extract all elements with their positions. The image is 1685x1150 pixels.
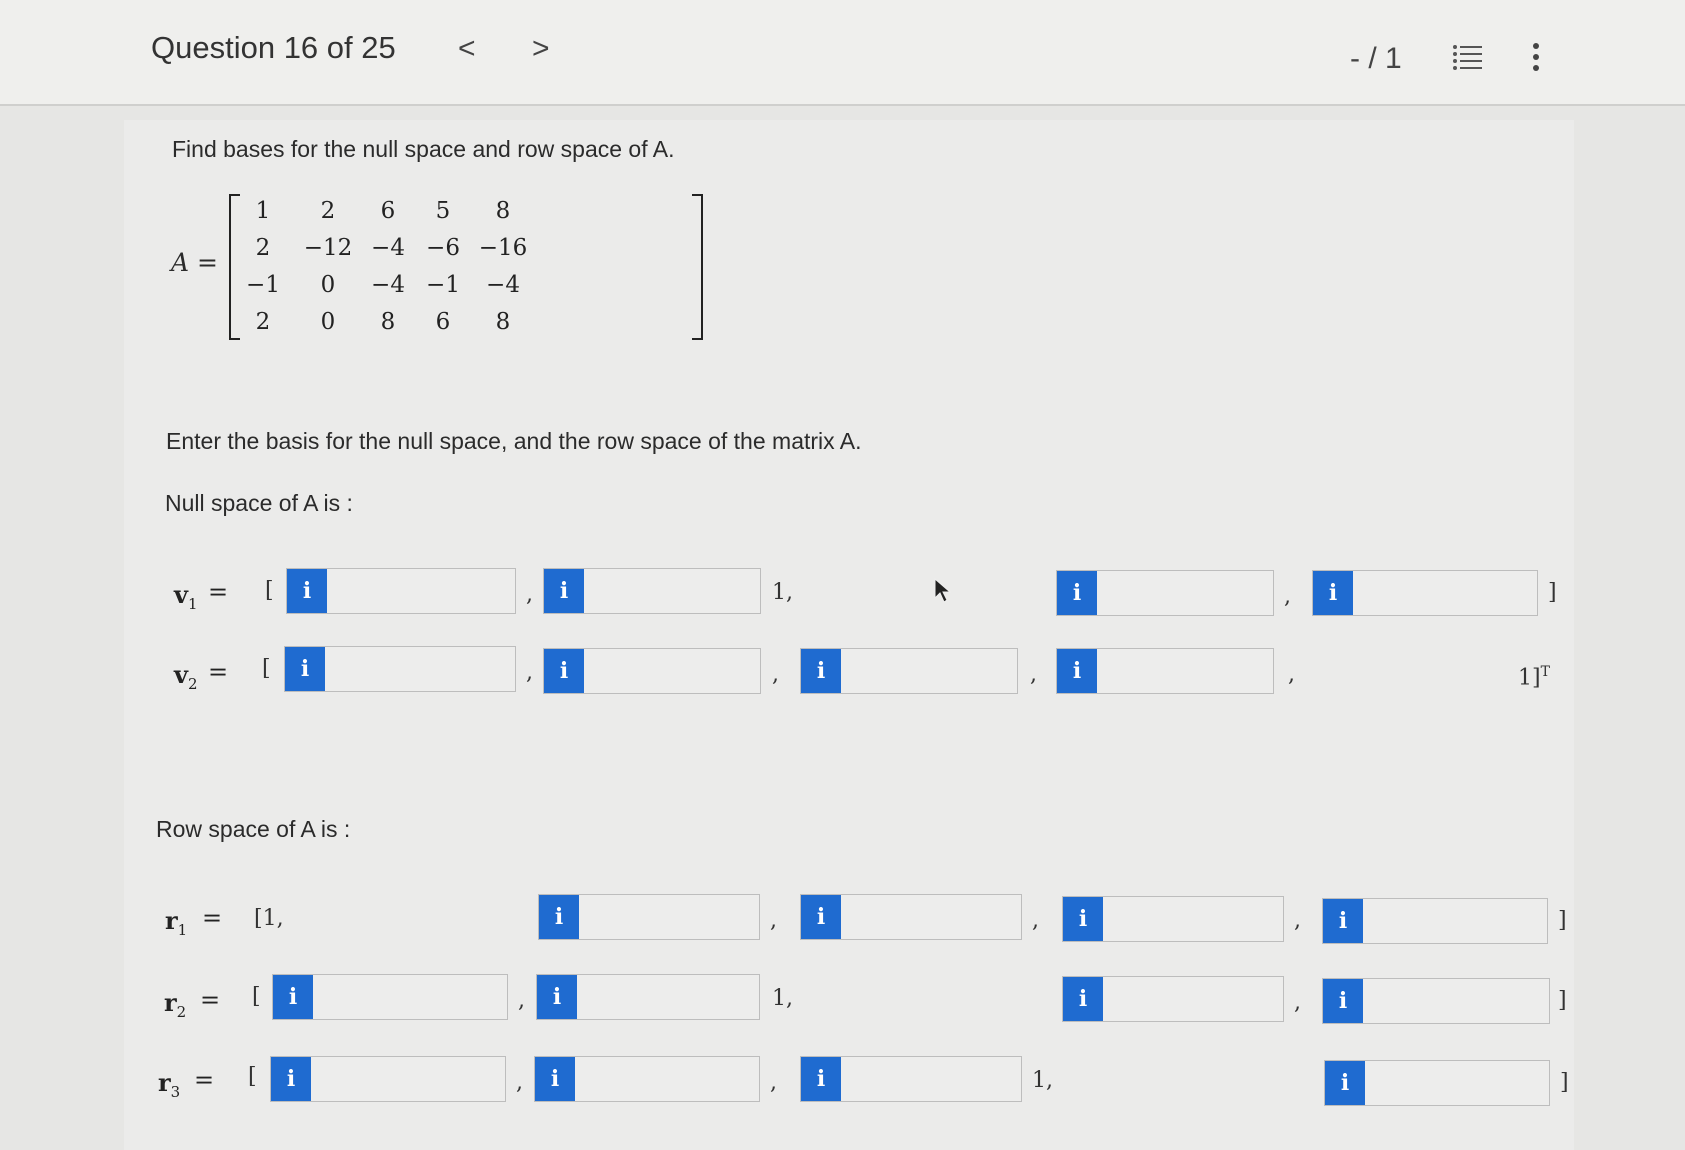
answer-input-v1-2[interactable] bbox=[584, 569, 865, 613]
r1-label: $r_1$ bbox=[165, 906, 188, 939]
answer-box-r3-3 bbox=[800, 1056, 1022, 1102]
chevron-right-icon: > bbox=[532, 32, 550, 65]
matrix-cell: −12 bbox=[303, 235, 353, 261]
info-button[interactable]: i bbox=[1063, 977, 1103, 1021]
answer-input-v1-5[interactable] bbox=[1353, 571, 1634, 615]
open-bracket: [ bbox=[262, 656, 271, 681]
answer-box-v1-4 bbox=[1056, 570, 1274, 616]
equals-sign: = bbox=[194, 1066, 215, 1094]
answer-input-r2-2[interactable] bbox=[577, 975, 858, 1019]
answer-box-r3-1 bbox=[270, 1056, 506, 1102]
row-space-heading: Row space of A is : bbox=[156, 816, 351, 842]
prev-question-button[interactable] bbox=[458, 34, 476, 64]
question-prompt: Find bases for the null space and row space of A. bbox=[172, 136, 675, 162]
answer-box-r2-1 bbox=[272, 974, 508, 1020]
instruction-text: Enter the basis for the null space, and the row space of the matrix A. bbox=[166, 428, 862, 454]
comma: , bbox=[1288, 662, 1295, 687]
answer-box-v2-3 bbox=[800, 648, 1018, 694]
matrix-cell: 2 bbox=[255, 309, 271, 335]
score-display: - / 1 bbox=[1350, 42, 1402, 75]
info-button[interactable]: i bbox=[271, 1057, 311, 1101]
comma: , bbox=[518, 988, 525, 1013]
fixed-entry-one: 1, bbox=[772, 580, 793, 605]
open-bracket: [ bbox=[265, 578, 274, 603]
list-icon bbox=[1452, 44, 1482, 70]
info-button[interactable]: i bbox=[544, 649, 584, 693]
null-space-heading: Null space of A is : bbox=[165, 490, 353, 516]
answer-input-v2-4[interactable] bbox=[1097, 649, 1378, 693]
matrix-cell: 2 bbox=[255, 235, 271, 261]
matrix-cell: −1 bbox=[426, 272, 460, 298]
answer-box-v2-1 bbox=[284, 646, 516, 692]
comma: , bbox=[770, 1070, 777, 1095]
question-list-button[interactable] bbox=[1452, 44, 1482, 70]
matrix-cell: −1 bbox=[246, 272, 280, 298]
close-bracket: ] bbox=[1548, 580, 1557, 605]
comma: , bbox=[526, 660, 533, 685]
matrix-cell: 5 bbox=[435, 198, 451, 224]
answer-box-r2-2 bbox=[536, 974, 760, 1020]
answer-box-r2-5 bbox=[1322, 978, 1550, 1024]
answer-box-v1-2 bbox=[543, 568, 761, 614]
arrow-pointer-icon bbox=[934, 578, 952, 604]
info-button[interactable]: i bbox=[801, 895, 841, 939]
fixed-entry-one: [1, bbox=[254, 906, 284, 931]
more-vertical-icon bbox=[1530, 42, 1542, 72]
matrix-cell: −4 bbox=[371, 272, 405, 298]
v2-label: $v_2$ bbox=[174, 660, 198, 693]
answer-box-v1-5 bbox=[1312, 570, 1538, 616]
question-header bbox=[0, 0, 1685, 106]
answer-input-r3-5[interactable] bbox=[1365, 1061, 1646, 1105]
matrix-cell: 6 bbox=[380, 198, 396, 224]
answer-input-r2-5[interactable] bbox=[1363, 979, 1644, 1023]
chevron-left-icon: < bbox=[458, 32, 476, 65]
fixed-entry-one: 1, bbox=[1032, 1068, 1053, 1093]
answer-box-v2-4 bbox=[1056, 648, 1274, 694]
matrix-cell: −4 bbox=[371, 235, 405, 261]
matrix-label: A = bbox=[171, 248, 218, 277]
info-button[interactable]: i bbox=[1063, 897, 1103, 941]
answer-input-r1-5[interactable] bbox=[1363, 899, 1644, 943]
matrix-cell: 8 bbox=[380, 309, 396, 335]
answer-box-r1-3 bbox=[800, 894, 1022, 940]
comma: , bbox=[1294, 908, 1301, 933]
info-button[interactable]: i bbox=[1323, 899, 1363, 943]
matrix-cell: −16 bbox=[478, 235, 528, 261]
matrix-cell: 8 bbox=[495, 309, 511, 335]
fixed-entry-one-transpose: 1]$^T$ bbox=[1518, 664, 1550, 691]
open-bracket: [ bbox=[248, 1064, 257, 1089]
info-button[interactable]: i bbox=[537, 975, 577, 1019]
matrix-cell: 0 bbox=[320, 272, 336, 298]
info-button[interactable]: i bbox=[1057, 649, 1097, 693]
comma: , bbox=[1030, 662, 1037, 687]
matrix-cell: −6 bbox=[426, 235, 460, 261]
v1-label: $v_1$ bbox=[174, 580, 198, 613]
comma: , bbox=[1032, 908, 1039, 933]
info-button[interactable]: i bbox=[544, 569, 584, 613]
question-counter: Question 16 of 25 bbox=[151, 30, 396, 65]
matrix-cell: 2 bbox=[320, 198, 336, 224]
comma: , bbox=[1294, 990, 1301, 1015]
info-button[interactable]: i bbox=[801, 649, 841, 693]
matrix-cell: 0 bbox=[320, 309, 336, 335]
info-button[interactable]: i bbox=[539, 895, 579, 939]
comma: , bbox=[526, 582, 533, 607]
answer-box-r1-2 bbox=[538, 894, 760, 940]
info-button[interactable]: i bbox=[535, 1057, 575, 1101]
fixed-entry-one: 1, bbox=[772, 986, 793, 1011]
answer-input-r3-3[interactable] bbox=[841, 1057, 1122, 1101]
equals-sign: = bbox=[208, 578, 229, 606]
answer-box-r2-4 bbox=[1062, 976, 1284, 1022]
info-button[interactable]: i bbox=[285, 647, 325, 691]
answer-box-v2-2 bbox=[543, 648, 761, 694]
info-button[interactable]: i bbox=[1313, 571, 1353, 615]
matrix-cell: −4 bbox=[486, 272, 520, 298]
answer-box-r3-2 bbox=[534, 1056, 760, 1102]
close-bracket: ] bbox=[1558, 988, 1567, 1013]
info-button[interactable]: i bbox=[273, 975, 313, 1019]
matrix-cell: 8 bbox=[495, 198, 511, 224]
close-bracket: ] bbox=[1560, 1070, 1569, 1095]
close-bracket: ] bbox=[1558, 908, 1567, 933]
comma: , bbox=[1284, 584, 1291, 609]
comma: , bbox=[770, 908, 777, 933]
matrix-right-bracket bbox=[692, 194, 703, 340]
answer-box-r1-4 bbox=[1062, 896, 1284, 942]
equals-sign: = bbox=[202, 904, 223, 932]
info-button[interactable]: i bbox=[801, 1057, 841, 1101]
answer-box-r3-5 bbox=[1324, 1060, 1550, 1106]
equals-sign: = bbox=[208, 658, 229, 686]
open-bracket: [ bbox=[252, 984, 261, 1009]
info-button[interactable]: i bbox=[287, 569, 327, 613]
more-options-button[interactable] bbox=[1530, 42, 1542, 72]
comma: , bbox=[516, 1070, 523, 1095]
answer-box-r1-5 bbox=[1322, 898, 1548, 944]
comma: , bbox=[772, 662, 779, 687]
equals-sign: = bbox=[200, 986, 221, 1014]
info-button[interactable]: i bbox=[1323, 979, 1363, 1023]
next-question-button[interactable] bbox=[532, 34, 550, 64]
info-button[interactable]: i bbox=[1325, 1061, 1365, 1105]
r2-label: $r_2$ bbox=[164, 988, 187, 1021]
answer-box-v1-1 bbox=[286, 568, 516, 614]
info-button[interactable]: i bbox=[1057, 571, 1097, 615]
matrix-cell: 6 bbox=[435, 309, 451, 335]
r3-label: $r_3$ bbox=[158, 1068, 181, 1101]
matrix-cell: 1 bbox=[255, 198, 271, 224]
